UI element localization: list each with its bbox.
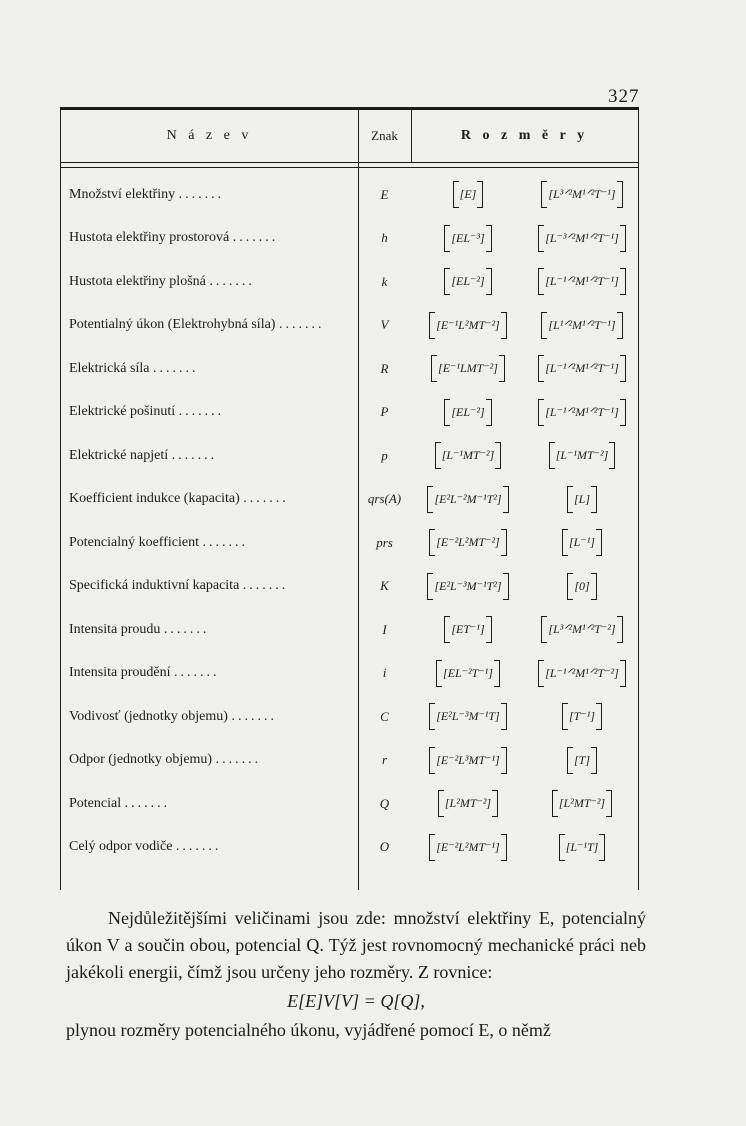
dimension-absolute: [L] [527, 486, 637, 513]
header-symbol: Znak [371, 128, 398, 143]
quantity-symbol: prs [376, 534, 393, 550]
table-row [61, 653, 638, 694]
dimension-absolute: [L⁻³ᐟ²M¹ᐟ²T⁻¹] [527, 225, 637, 252]
quantity-name: Hustota elektřiny prostorová ....... [69, 230, 279, 245]
table-row [61, 479, 638, 520]
quantity-symbol: K [380, 578, 389, 593]
quantity-name: Vodivosť (jednotky objemu) ....... [69, 708, 277, 724]
table-row [61, 392, 638, 433]
header-dimensions: R o z m ě r y [460, 128, 589, 143]
quantity-symbol: C [380, 708, 389, 724]
quantity-name: Celý odpor vodiče ....... [69, 839, 222, 854]
dimension-electrostatic: [ET⁻¹] [413, 616, 523, 643]
quantity-name: Intensita proudění ....... [69, 665, 220, 680]
dimension-electrostatic: [E⁻²L²MT⁻²] [413, 529, 523, 556]
dimension-electrostatic: [EL⁻²] [413, 399, 523, 426]
table-row [61, 696, 638, 737]
dimension-absolute: [0] [527, 573, 637, 600]
dimension-absolute: [L⁻¹ᐟ²M¹ᐟ²T⁻¹] [527, 355, 637, 382]
quantity-symbol: R [380, 360, 389, 376]
dimension-absolute: [L⁻¹] [527, 529, 637, 556]
dimension-absolute: [L³ᐟ²M¹ᐟ²T⁻¹] [527, 181, 637, 208]
header-name: N á z e v [166, 128, 253, 143]
quantity-symbol: I [382, 621, 387, 637]
quantity-name: Potencialný koefficient ....... [69, 534, 248, 550]
quantity-symbol: h [381, 230, 388, 245]
quantity-symbol: qrs(A) [367, 491, 402, 506]
dimension-absolute: [L³ᐟ²M¹ᐟ²T⁻²] [527, 616, 637, 643]
quantity-name: Elektrické napjetí ....... [69, 447, 218, 463]
dimension-absolute: [T] [527, 747, 637, 774]
quantity-name: Specifická induktivní kapacita ....... [69, 578, 289, 593]
formula: E[E]V[V] = Q[Q], [287, 991, 425, 1011]
dimension-absolute: [L⁻¹T] [527, 834, 637, 861]
header-rule [61, 162, 638, 163]
quantity-name: Potentialný úkon (Elektrohybná síla) ....... [69, 317, 325, 332]
table-row [61, 522, 638, 563]
table-row [61, 305, 638, 346]
quantity-name: Intensita proudu ....... [69, 621, 210, 637]
table-row [61, 218, 638, 259]
table-row [61, 261, 638, 302]
quantity-symbol: Q [379, 795, 390, 811]
table-row [61, 827, 638, 868]
page-number: 327 [608, 86, 640, 107]
paragraph: Nejdůležitějšími veličinami jsou zde: množství elektřiny E, potencialný úkon V a součin obou, potencial Q. Týž jest rovnomocný mechanické práci neb jakékoli energii, čímž jsou určeny jeho rozměry. Z rovnice: [66, 908, 646, 982]
table-row [61, 566, 638, 607]
header-rule-double [61, 167, 638, 168]
quantity-name: Elektrická síla ....... [69, 360, 199, 376]
body-text [66, 905, 646, 1044]
quantity-name: Množství elektřiny ....... [69, 186, 225, 202]
dimension-absolute: [L⁻¹ᐟ²M¹ᐟ²T⁻¹] [527, 399, 637, 426]
dimension-absolute: [L⁻¹ᐟ²M¹ᐟ²T⁻²] [527, 660, 637, 687]
dimension-electrostatic: [E⁻¹LMT⁻²] [413, 355, 523, 382]
dimension-absolute: [T⁻¹] [527, 703, 637, 730]
quantity-symbol: p [381, 447, 388, 463]
paragraph: plynou rozměry potencialného úkonu, vyjádřené pomocí E, o němž [66, 1020, 551, 1040]
dimension-electrostatic: [E²L⁻²M⁻¹T²] [413, 486, 523, 513]
dimension-electrostatic: [E²L⁻³M⁻¹T²] [413, 573, 523, 600]
dimension-absolute: [L¹ᐟ²M¹ᐟ²T⁻¹] [527, 312, 637, 339]
quantity-name: Koefficient indukce (kapacita) ....... [69, 491, 289, 506]
header-column-divider [411, 110, 412, 162]
quantity-symbol: O [379, 839, 390, 854]
table-row [61, 609, 638, 650]
dimension-absolute: [L⁻¹ᐟ²M¹ᐟ²T⁻¹] [527, 268, 637, 295]
quantity-symbol: V [380, 317, 389, 332]
dimension-electrostatic: [E] [413, 181, 523, 208]
dimension-electrostatic: [L⁻¹MT⁻²] [413, 442, 523, 469]
quantity-name: Potencial ....... [69, 795, 171, 811]
table-row [61, 740, 638, 781]
dimension-absolute: [L⁻¹MT⁻²] [527, 442, 637, 469]
dimensions-table [60, 107, 639, 890]
dimension-absolute: [L²MT⁻²] [527, 790, 637, 817]
table-row [61, 783, 638, 824]
quantity-symbol: E [380, 186, 389, 202]
dimension-electrostatic: [E⁻²L³MT⁻¹] [413, 747, 523, 774]
dimension-electrostatic: [L²MT⁻²] [413, 790, 523, 817]
quantity-symbol: P [380, 404, 389, 419]
quantity-name: Hustota elektřiny plošná ....... [69, 273, 255, 289]
dimension-electrostatic: [EL⁻²] [413, 268, 523, 295]
quantity-name: Odpor (jednotky objemu) ....... [69, 752, 262, 767]
table-row [61, 348, 638, 389]
table-row [61, 174, 638, 215]
dimension-electrostatic: [EL⁻²T⁻¹] [413, 660, 523, 687]
dimension-electrostatic: [E⁻²L²MT⁻¹] [413, 834, 523, 861]
table-row [61, 435, 638, 476]
quantity-name: Elektrické pošinutí ....... [69, 404, 225, 419]
dimension-electrostatic: [E²L⁻³M⁻¹T] [413, 703, 523, 730]
dimension-electrostatic: [E⁻¹L²MT⁻²] [413, 312, 523, 339]
quantity-symbol: k [381, 273, 388, 289]
quantity-symbol: i [382, 665, 387, 680]
dimension-electrostatic: [EL⁻³] [413, 225, 523, 252]
quantity-symbol: r [381, 752, 388, 767]
